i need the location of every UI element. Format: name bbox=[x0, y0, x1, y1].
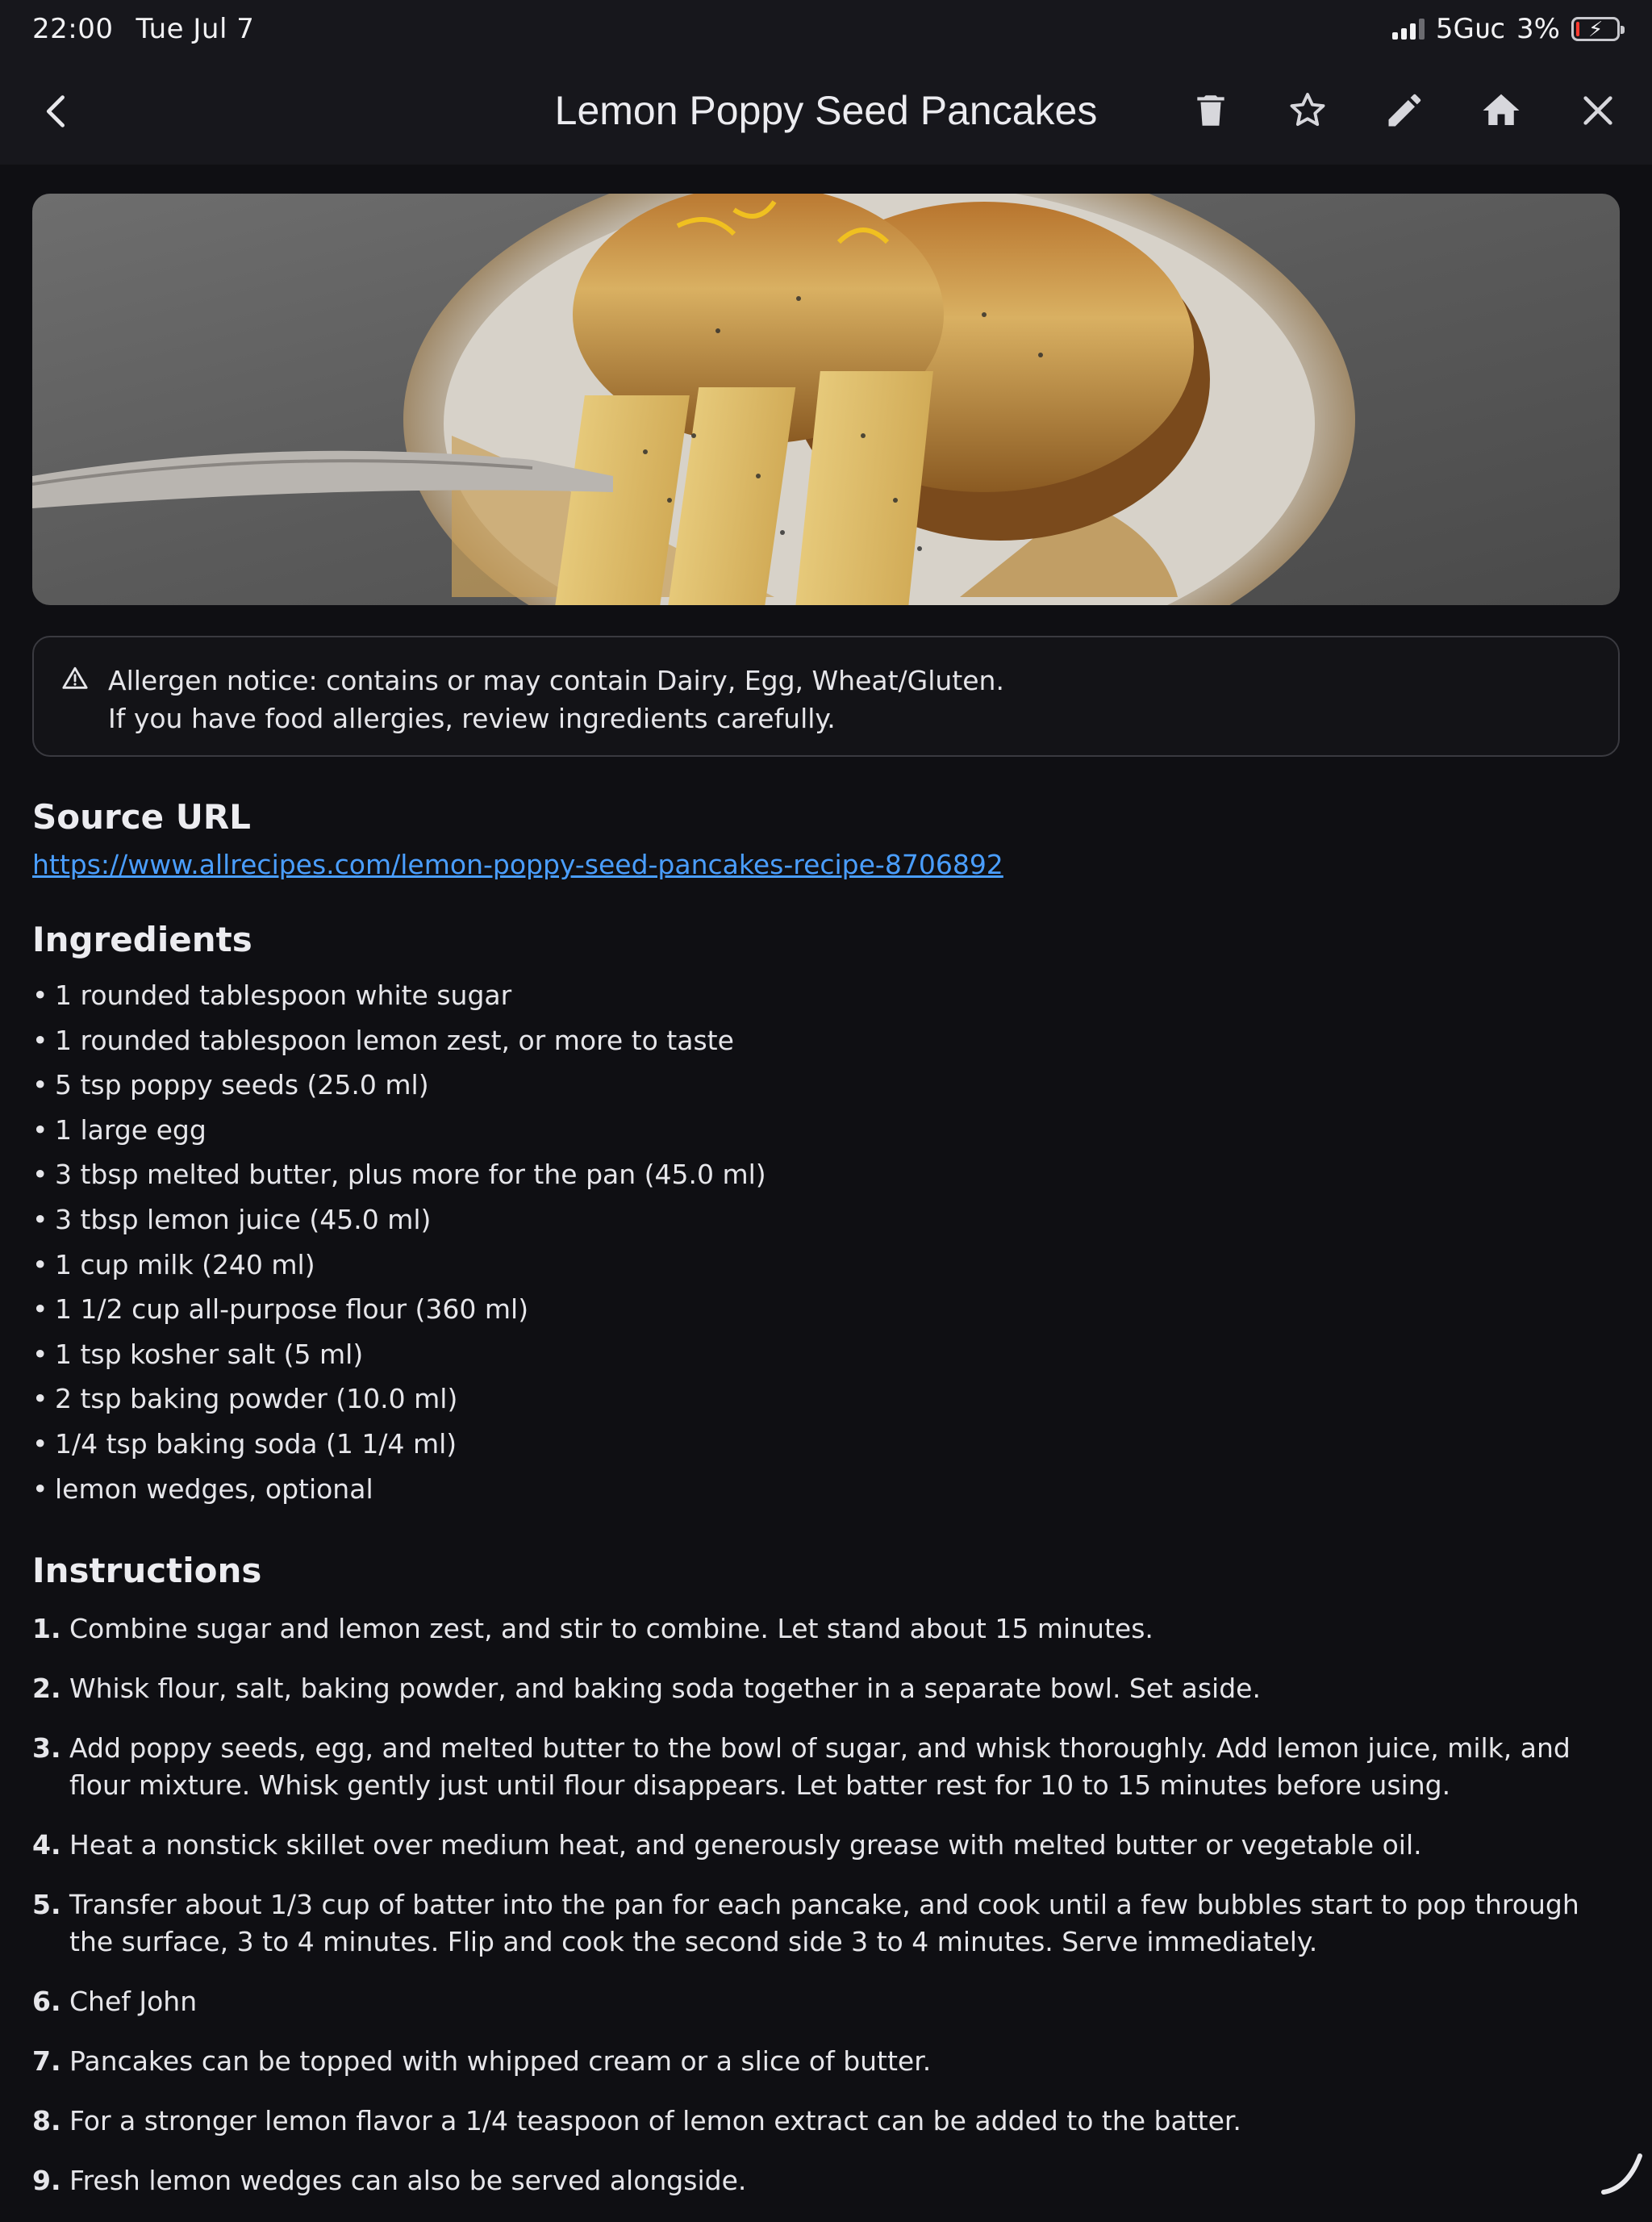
ingredient-text: 1 rounded tablespoon white sugar bbox=[55, 979, 511, 1025]
bullet-icon: • bbox=[32, 1159, 55, 1204]
source-heading: Source URL bbox=[32, 797, 251, 837]
bullet-icon: • bbox=[32, 1249, 55, 1294]
instructions-heading: Instructions bbox=[32, 1551, 261, 1590]
ingredient-text: 3 tbsp lemon juice (45.0 ml) bbox=[55, 1204, 431, 1249]
step-number: 7. bbox=[32, 2043, 69, 2080]
ingredient-text: 1 1/2 cup all-purpose flour (360 ml) bbox=[55, 1293, 528, 1339]
step-text: Fresh lemon wedges can also be served alongside. bbox=[69, 2162, 1620, 2199]
bullet-icon: • bbox=[32, 1293, 55, 1339]
ingredient-text: 1/4 tsp baking soda (1 1/4 ml) bbox=[55, 1428, 457, 1473]
ingredient-item bbox=[32, 1383, 766, 1428]
delete-button[interactable] bbox=[1186, 86, 1236, 136]
home-button[interactable] bbox=[1476, 86, 1526, 136]
step-number: 1. bbox=[32, 1610, 69, 1648]
step-number: 5. bbox=[32, 1886, 69, 1961]
allergen-line-2: If you have food allergies, review ingredients carefully. bbox=[108, 700, 1586, 737]
close-icon bbox=[1579, 92, 1617, 129]
instruction-step bbox=[32, 1610, 1620, 1648]
ingredient-text: 3 tbsp melted butter, plus more for the pan (45.0 ml) bbox=[55, 1159, 766, 1204]
instruction-step bbox=[32, 1730, 1620, 1804]
ingredient-text: 1 cup milk (240 ml) bbox=[55, 1249, 315, 1294]
instruction-step bbox=[32, 1983, 1620, 2020]
ingredient-text: 2 tsp baking powder (10.0 ml) bbox=[55, 1383, 457, 1428]
ingredient-text: 1 tsp kosher salt (5 ml) bbox=[55, 1339, 363, 1384]
bullet-icon: • bbox=[32, 1025, 55, 1070]
step-text: Add poppy seeds, egg, and melted butter to the bowl of sugar, and whisk thoroughly. Add lemon juice, milk, and flour mixture. Whisk gently just until flour disappears. Let batter rest for 10 to 15 minutes before using. bbox=[69, 1730, 1620, 1804]
bullet-icon: • bbox=[32, 979, 55, 1025]
step-number: 2. bbox=[32, 1670, 69, 1707]
favorite-button[interactable] bbox=[1283, 86, 1333, 136]
step-text: Combine sugar and lemon zest, and stir to combine. Let stand about 15 minutes. bbox=[69, 1610, 1620, 1648]
allergen-line-1: Allergen notice: contains or may contain Dairy, Egg, Wheat/Gluten. bbox=[108, 662, 1586, 700]
step-number: 8. bbox=[32, 2103, 69, 2140]
ingredient-text: 1 rounded tablespoon lemon zest, or more to taste bbox=[55, 1025, 734, 1070]
ingredient-item bbox=[32, 1069, 766, 1114]
instruction-step bbox=[32, 2162, 1620, 2199]
close-button[interactable] bbox=[1573, 86, 1623, 136]
signal-icon bbox=[1392, 19, 1425, 40]
scroll-indicator-icon bbox=[1596, 2148, 1644, 2196]
ingredient-item bbox=[32, 1293, 766, 1339]
bullet-icon: • bbox=[32, 1383, 55, 1428]
ingredient-item bbox=[32, 1025, 766, 1070]
ingredient-text: 5 tsp poppy seeds (25.0 ml) bbox=[55, 1069, 429, 1114]
ingredient-item bbox=[32, 1428, 766, 1473]
instruction-step bbox=[32, 1670, 1620, 1707]
ingredient-item bbox=[32, 1339, 766, 1384]
ingredient-item bbox=[32, 1204, 766, 1249]
ingredient-text: 1 large egg bbox=[55, 1114, 206, 1159]
ingredient-item bbox=[32, 1159, 766, 1204]
bullet-icon: • bbox=[32, 1473, 55, 1518]
battery-percent: 3% bbox=[1516, 13, 1560, 45]
ingredient-item bbox=[32, 1114, 766, 1159]
home-icon bbox=[1479, 89, 1523, 132]
instruction-step bbox=[32, 2103, 1620, 2140]
step-number: 6. bbox=[32, 1983, 69, 2020]
allergen-notice bbox=[32, 636, 1620, 757]
ingredient-text: lemon wedges, optional bbox=[55, 1473, 373, 1518]
source-link[interactable]: https://www.allrecipes.com/lemon-poppy-seed-pancakes-recipe-8706892 bbox=[32, 849, 1003, 880]
recipe-photo bbox=[32, 194, 1620, 605]
instruction-step bbox=[32, 2043, 1620, 2080]
battery-icon: ⚡ bbox=[1571, 17, 1620, 41]
step-number: 3. bbox=[32, 1730, 69, 1804]
step-text: Chef John bbox=[69, 1983, 1620, 2020]
step-number: 9. bbox=[32, 2162, 69, 2199]
instruction-step bbox=[32, 1886, 1620, 1961]
step-number: 4. bbox=[32, 1827, 69, 1864]
star-icon bbox=[1287, 90, 1329, 132]
ingredients-list bbox=[32, 979, 766, 1518]
ingredients-heading: Ingredients bbox=[32, 920, 252, 959]
warning-icon bbox=[61, 665, 89, 692]
bullet-icon: • bbox=[32, 1428, 55, 1473]
bullet-icon: • bbox=[32, 1114, 55, 1159]
bullet-icon: • bbox=[32, 1069, 55, 1114]
step-text: Whisk flour, salt, baking powder, and baking soda together in a separate bowl. Set aside. bbox=[69, 1670, 1620, 1707]
trash-icon bbox=[1191, 90, 1231, 131]
status-bar bbox=[0, 0, 1652, 58]
ingredient-item bbox=[32, 979, 766, 1025]
status-time: 22:00 bbox=[32, 13, 113, 45]
bullet-icon: • bbox=[32, 1204, 55, 1249]
step-text: For a stronger lemon flavor a 1/4 teaspoon of lemon extract can be added to the batter. bbox=[69, 2103, 1620, 2140]
bullet-icon: • bbox=[32, 1339, 55, 1384]
instruction-step bbox=[32, 1827, 1620, 1864]
page-title: Lemon Poppy Seed Pancakes bbox=[0, 87, 1652, 134]
edit-button[interactable] bbox=[1379, 86, 1429, 136]
ingredient-item bbox=[32, 1473, 766, 1518]
pencil-icon bbox=[1383, 90, 1425, 132]
step-text: Transfer about 1/3 cup of batter into the pan for each pancake, and cook until a few bubbles start to pop through the surface, 3 to 4 minutes. Flip and cook the second side 3 to 4 minutes. Serve immediately. bbox=[69, 1886, 1620, 1961]
status-date: Tue Jul 7 bbox=[136, 13, 254, 45]
instructions-list bbox=[32, 1610, 1620, 2222]
app-bar bbox=[0, 58, 1652, 165]
network-label: 5Gᴜᴄ bbox=[1436, 13, 1505, 45]
step-text: Heat a nonstick skillet over medium heat, and generously grease with melted butter or vegetable oil. bbox=[69, 1827, 1620, 1864]
step-text: Pancakes can be topped with whipped cream or a slice of butter. bbox=[69, 2043, 1620, 2080]
ingredient-item bbox=[32, 1249, 766, 1294]
